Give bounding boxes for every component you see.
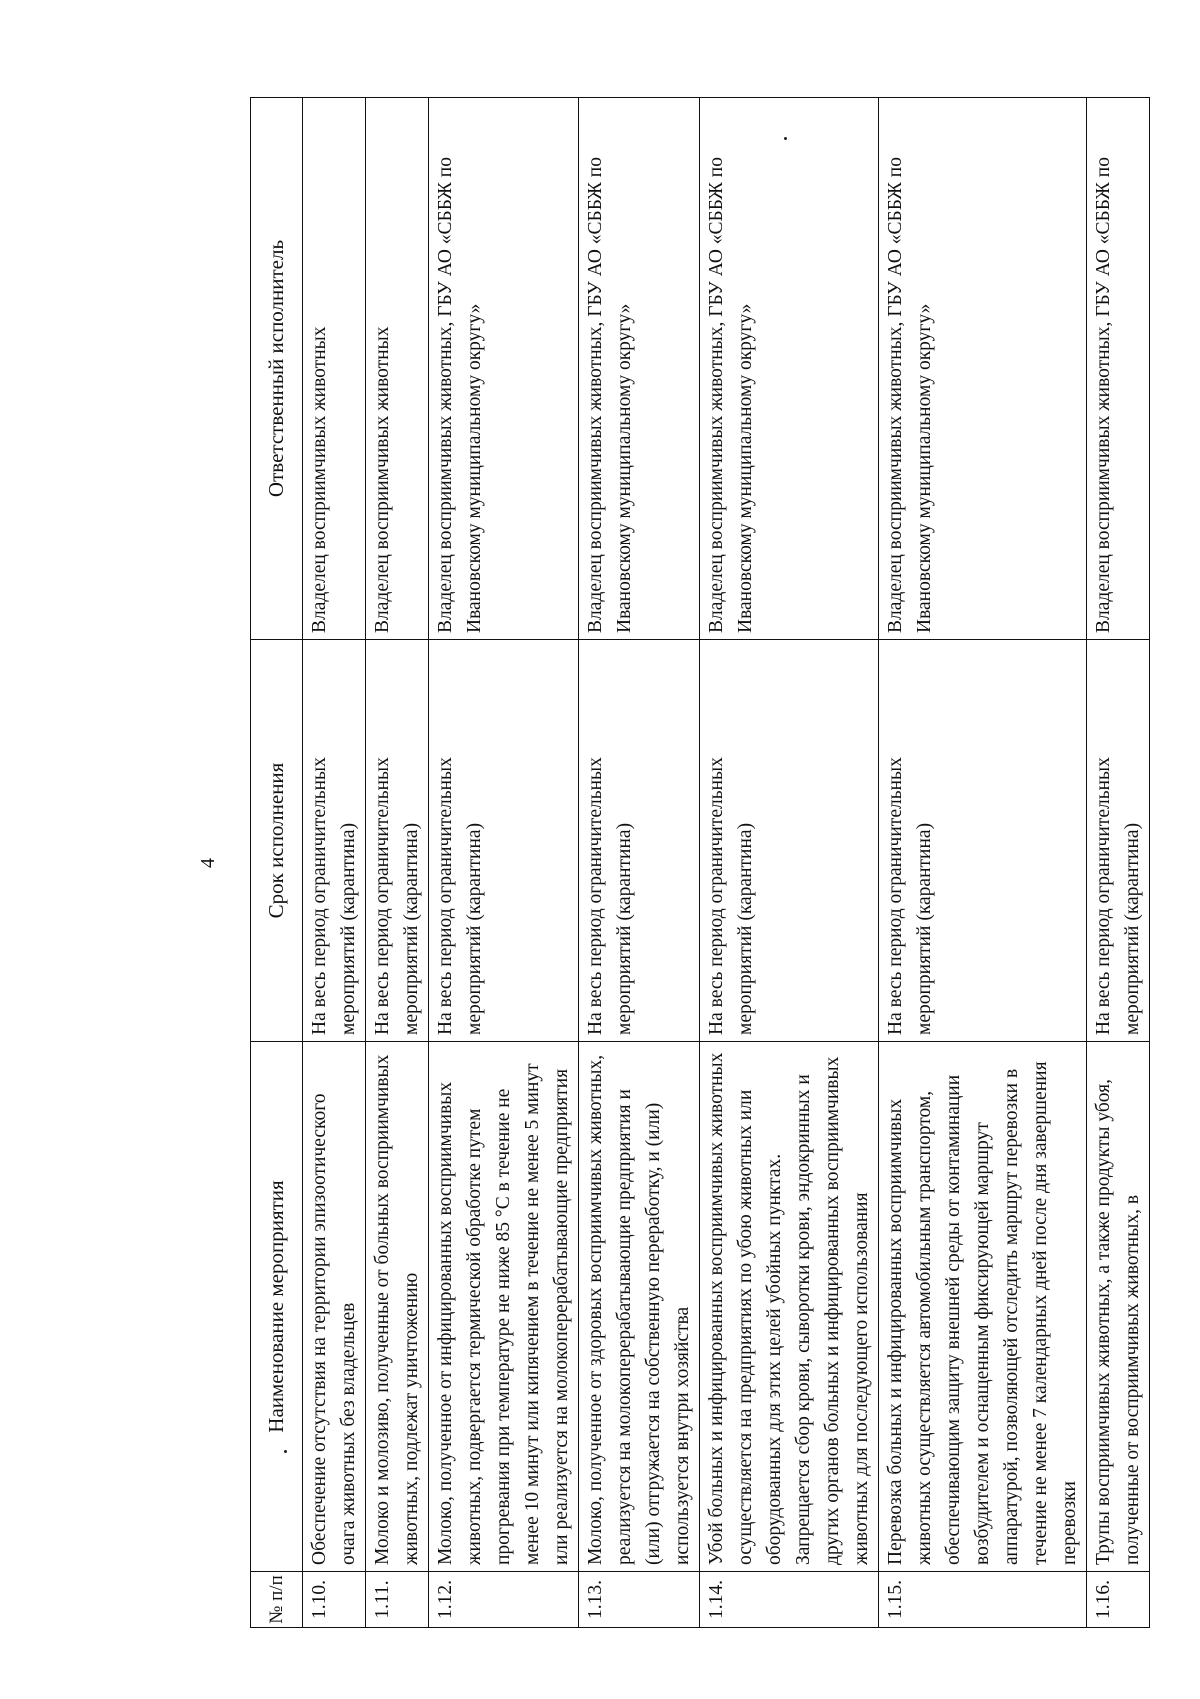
row-num: 1.10. (303, 1572, 366, 1628)
row-name: Перевозка больных и инфицированных восприимчивых животных осуществляется автомобильным транспортом, обеспечивающим защиту внешней среды от контаминации возбудителем и оснащенным фиксирующей маршрут аппаратурой, позволяющей отследить маршрут перевозки в течение не менее 7 календарных дней после дня завершения перевозки (879, 1042, 1087, 1572)
scan-speck (784, 137, 787, 140)
row-term: На весь период ограничительных мероприятий (карантина) (303, 640, 366, 1042)
row-num: 1.12. (429, 1572, 579, 1628)
row-term: На весь период ограничительных мероприятий (карантина) (879, 640, 1087, 1042)
table-row (1087, 98, 1150, 1628)
table-row (700, 98, 879, 1628)
row-name: Молоко, полученное от инфицированных восприимчивых животных, подвергается термической обработке путем прогревания при температуре не ниже 85 °С в течение не менее 10 минут или кипячением в течение не менее 5 минут или реализуется на молокоперерабатывающие предприятия (429, 1042, 579, 1572)
table-row (303, 98, 366, 1628)
row-responsible: Владелец восприимчивых животных, ГБУ АО «СББЖ по Ивановскому муниципальному округу» (429, 98, 579, 640)
row-name: Убой больных и инфицированных восприимчивых животных осуществляется на предприятиях по убою животных или оборудованных для этих целей убойных пунктах. Запрещается сбор крови, сыворотки крови, эндокринных и других органов больных и инфицированных восприимчивых животных для последующего использования (700, 1042, 879, 1572)
row-num: 1.11. (366, 1572, 429, 1628)
row-num: 1.15. (879, 1572, 1087, 1628)
page-number: 4 (197, 858, 219, 868)
row-num: 1.14. (700, 1572, 879, 1628)
row-name: Обеспечение отсутствия на территории эпизоотического очага животных без владельцев (303, 1042, 366, 1572)
row-num: 1.13. (579, 1572, 700, 1628)
header-name: Наименование мероприятия (251, 1042, 303, 1572)
row-responsible: Владелец восприимчивых животных (366, 98, 429, 640)
row-responsible: Владелец восприимчивых животных, ГБУ АО «СББЖ по Ивановскому муниципальному округу» (579, 98, 700, 640)
header-term: Срок исполнения (251, 640, 303, 1042)
row-term: На весь период ограничительных мероприятий (карантина) (700, 640, 879, 1042)
row-name: Молоко, полученное от здоровых восприимчивых животных, реализуется на молокоперерабатывающие предприятия и (или) отгружается на собственную переработку, и (или) используется внутри хозяйства (579, 1042, 700, 1572)
table-header-row (251, 98, 303, 1628)
table-row (579, 98, 700, 1628)
row-responsible: Владелец восприимчивых животных, ГБУ АО «СББЖ по Ивановскому муниципальному округу» (700, 98, 879, 640)
row-num: 1.16. (1087, 1572, 1150, 1628)
row-responsible: Владелец восприимчивых животных, ГБУ АО «СББЖ по Ивановскому муниципальному округу» (879, 98, 1087, 640)
row-responsible: Владелец восприимчивых животных, ГБУ АО «СББЖ по (1087, 98, 1150, 640)
row-name: Трупы восприимчивых животных, а также продукты убоя, полученные от восприимчивых животных, в (1087, 1042, 1150, 1572)
header-responsible: Ответственный исполнитель (251, 98, 303, 640)
row-term: На весь период ограничительных мероприятий (карантина) (1087, 640, 1150, 1042)
scan-speck (284, 1450, 287, 1453)
header-num: № п/п (251, 1572, 303, 1628)
row-term: На весь период ограничительных мероприятий (карантина) (429, 640, 579, 1042)
table-row (366, 98, 429, 1628)
row-name: Молоко и молозиво, полученные от больных восприимчивых животных, подлежат уничтожению (366, 1042, 429, 1572)
rotated-page (142, 98, 1152, 1628)
table-row (879, 98, 1087, 1628)
row-term: На весь период ограничительных мероприятий (карантина) (366, 640, 429, 1042)
measures-table (250, 97, 1150, 1628)
row-term: На весь период ограничительных мероприятий (карантина) (579, 640, 700, 1042)
table-row (429, 98, 579, 1628)
row-responsible: Владелец восприимчивых животных (303, 98, 366, 640)
